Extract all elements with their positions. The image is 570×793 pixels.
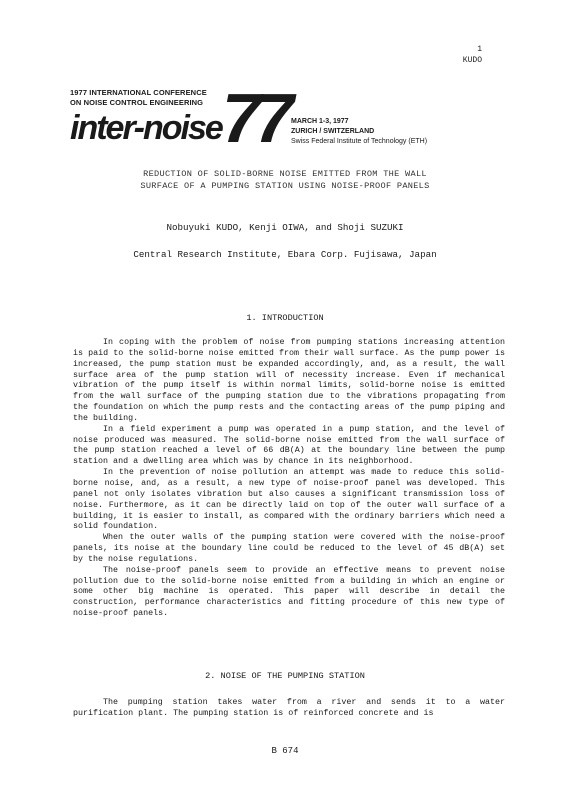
section-1-body [73, 337, 505, 619]
page-number: B 674 [271, 746, 299, 756]
section-2-paragraph-1: The pumping station takes water from a river and sends it to a water purification plant. The pumping station is of reinforced concrete and is [73, 697, 505, 718]
internoise-logo: inter-noise [70, 109, 222, 147]
conference-name-line-1: 1977 INTERNATIONAL CONFERENCE [70, 88, 207, 97]
conference-location: ZURICH / SWITZERLAND [291, 128, 375, 135]
conference-details [291, 117, 427, 147]
section-1-paragraph-4: When the outer walls of the pumping station were covered with the noise-proof panels, its noise at the boundary line could be reduced to the level of 45 dB(A) set by the noise regulations. [73, 532, 505, 564]
conference-name [70, 88, 207, 108]
paper-authors: Nobuyuki KUDO, Kenji OIWA, and Shoji SUZUKI [166, 222, 404, 233]
logo-year-number: 77 [222, 79, 288, 157]
section-1-paragraph-3: In the prevention of noise pollution an attempt was made to reduce this solid-borne noise, and, as a result, a new type of noise-proof panel was developed. This panel not only isolates vibration but also causes a significant transmission loss of noise. Furthermore, as it can be directly laid on top of the outer wall surface of a building, it is easier to install, as compared with the ordinary barriers which need a solid foundation. [73, 467, 505, 532]
section-1-paragraph-5: The noise-proof panels seem to provide an effective means to prevent noise pollution due to the solid-borne noise emitted from a building in which an engine or some other big machine is operated. This paper will describe in detail the construction, performance characteristics and fitting procedure of this new type of noise-proof panels. [73, 564, 505, 619]
corner-line-1: 1 [477, 45, 482, 54]
conference-dates: MARCH 1-3, 1977 [291, 118, 349, 125]
section-1-paragraph-2: In a field experiment a pump was operated in a pump station, and the level of noise produced was measured. The solid-borne noise emitted from the wall surface of the pump station reached a level of 66 dB(A) at the boundary line between the pump station and a dwelling area which was by chance in its neighborhood. [73, 423, 505, 467]
corner-label [463, 44, 482, 66]
section-1-paragraph-1: In coping with the problem of noise from pumping stations increasing attention is paid to the solid-borne noise emitted from their wall surface. As the pump power is increased, the pump station must be expanded accordingly, and, as a result, the wall surface area of the pump station will of necessity increase. Even if mechanical vibration of the pump itself is within normal limits, solid-borne noise is emitted from the wall surface of the pumping station due to the vibrations propagating from the foundation on which the pump rests and the contacting areas of the pump piping and the building. [73, 337, 505, 423]
section-2-heading: 2. NOISE OF THE PUMPING STATION [205, 671, 365, 681]
paper-title-line-1: REDUCTION OF SOLID-BORNE NOISE EMITTED FROM THE WALL [143, 169, 427, 179]
section-2-body [73, 697, 505, 719]
paper-affiliation: Central Research Institute, Ebara Corp. Fujisawa, Japan [133, 249, 437, 260]
corner-line-2: KUDO [462, 56, 482, 65]
paper-title-line-2: SURFACE OF A PUMPING STATION USING NOISE-PROOF PANELS [140, 181, 430, 191]
section-1-heading: 1. INTRODUCTION [246, 313, 324, 323]
paper-title [0, 168, 570, 192]
conference-name-line-2: ON NOISE CONTROL ENGINEERING [70, 98, 204, 107]
conference-institute: Swiss Federal Institute of Technology (ETH) [291, 138, 428, 145]
